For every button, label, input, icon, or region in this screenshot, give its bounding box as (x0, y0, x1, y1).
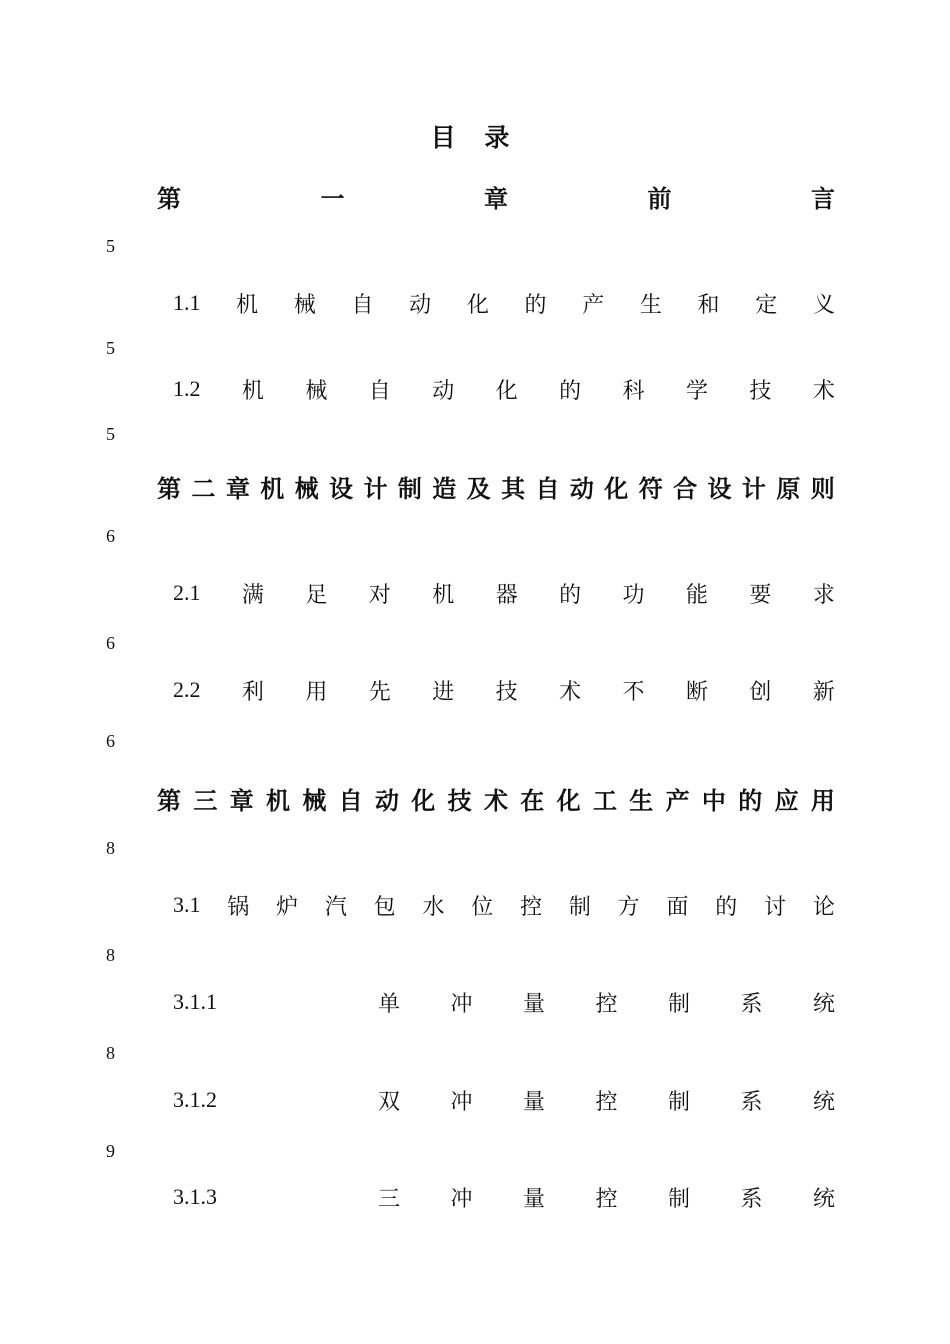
toc-entry-char: 和 (697, 292, 720, 318)
toc-entry-char: 功 (622, 582, 645, 608)
toc-entry-char: 冲 (450, 1186, 473, 1212)
toc-entry-char: 足 (305, 582, 328, 608)
toc-entry-char: 工 (592, 786, 617, 815)
toc-entry-char: 原 (776, 474, 801, 503)
toc-entry-char: 控 (595, 1186, 618, 1212)
toc-entry-char: 第 (157, 786, 181, 815)
toc-title: 目 录 (430, 123, 520, 152)
toc-entry-char: 第 (157, 474, 181, 503)
toc-entry-char: 制 (568, 894, 591, 920)
toc-page-number: 9 (106, 1141, 115, 1161)
toc-entry-char: 章 (225, 474, 250, 503)
toc-entry-char: 量 (522, 1089, 545, 1115)
toc-page-number: 5 (106, 424, 115, 444)
toc-entry-char: 产 (582, 292, 605, 318)
toc-entry-char: 术 (483, 786, 508, 815)
toc-entry-char: 学 (685, 378, 708, 404)
toc-entry-char: 新 (812, 679, 835, 705)
toc-entry-char: 定 (755, 292, 778, 318)
toc-entry-number: 1.2 (173, 376, 201, 401)
toc-entry-char: 计 (741, 474, 766, 503)
toc-entry-char: 统 (812, 1089, 835, 1115)
toc-entry-char: 中 (701, 786, 726, 815)
toc-section-entry[interactable] (173, 1179, 835, 1215)
toc-entry-char: 系 (740, 991, 763, 1017)
toc-entry-char: 制 (667, 1089, 690, 1115)
toc-entry-char: 章 (484, 184, 508, 213)
toc-entry-char: 炉 (276, 894, 299, 920)
toc-chapter-entry[interactable] (157, 468, 835, 504)
toc-entry-char: 冲 (450, 991, 473, 1017)
toc-entry-number: 2.2 (173, 677, 201, 702)
toc-entry-char: 的 (715, 894, 738, 920)
toc-entry-char: 的 (738, 786, 763, 815)
toc-entry-char: 产 (665, 786, 690, 815)
toc-entry-char: 一 (320, 184, 345, 213)
toc-entry-char: 不 (622, 679, 645, 705)
toc-entry-char: 控 (595, 1089, 618, 1115)
toc-entry-char: 能 (685, 582, 708, 608)
toc-entry-char: 计 (363, 474, 388, 503)
toc-entry-char: 则 (810, 474, 835, 503)
toc-entry-char: 的 (559, 582, 582, 608)
toc-entry-number: 3.1 (173, 892, 201, 917)
toc-entry-char: 单 (377, 991, 400, 1017)
toc-entry-char: 用 (305, 679, 328, 705)
toc-entry-char: 方 (617, 894, 640, 920)
toc-section-entry[interactable] (173, 887, 835, 923)
toc-entry-char: 制 (667, 1186, 690, 1212)
toc-page-number: 5 (106, 338, 115, 358)
toc-entry-char: 位 (471, 894, 494, 920)
toc-entry-char: 三 (193, 786, 218, 815)
toc-entry-char: 控 (520, 894, 543, 920)
toc-section-entry[interactable] (173, 984, 835, 1020)
toc-entry-char: 断 (685, 679, 708, 705)
toc-entry-char: 三 (377, 1186, 400, 1212)
toc-entry-char: 量 (522, 991, 545, 1017)
toc-entry-char: 义 (812, 292, 835, 318)
toc-entry-char: 系 (740, 1186, 763, 1212)
toc-section-entry[interactable] (173, 371, 835, 407)
toc-entry-char: 系 (740, 1089, 763, 1115)
toc-entry-char: 面 (666, 894, 689, 920)
toc-section-entry[interactable] (173, 285, 835, 321)
toc-entry-char: 化 (604, 474, 629, 503)
toc-entry-char: 械 (293, 292, 316, 318)
toc-entry-char: 技 (447, 786, 472, 815)
toc-entry-char: 设 (329, 474, 354, 503)
toc-page-number: 5 (106, 236, 115, 256)
toc-entry-char: 进 (432, 679, 455, 705)
toc-entry-char: 机 (241, 378, 264, 404)
toc-entry-char: 汽 (324, 894, 347, 920)
toc-chapter-entry[interactable] (157, 178, 835, 214)
toc-entry-char: 术 (559, 679, 582, 705)
toc-entry-char: 符 (638, 474, 663, 503)
toc-page-number: 8 (106, 1043, 115, 1063)
toc-entry-char: 讨 (764, 894, 787, 920)
toc-entry-char: 其 (501, 474, 526, 503)
toc-entry-char: 第 (157, 184, 181, 213)
toc-entry-char: 及 (466, 474, 491, 503)
toc-entry-char: 创 (749, 679, 772, 705)
toc-entry-char: 生 (639, 292, 662, 318)
toc-entry-char: 控 (595, 991, 618, 1017)
toc-entry-char: 动 (432, 378, 455, 404)
toc-page-number: 6 (106, 731, 115, 751)
toc-entry-char: 技 (749, 378, 772, 404)
toc-entry-char: 械 (305, 378, 328, 404)
toc-entry-char: 自 (368, 378, 391, 404)
toc-page-number: 8 (106, 838, 115, 858)
toc-entry-number: 3.1.3 (173, 1184, 217, 1209)
toc-entry-char: 自 (351, 292, 374, 318)
toc-entry-char: 的 (524, 292, 547, 318)
toc-entry-char: 二 (191, 474, 216, 503)
toc-entry-char: 制 (397, 474, 422, 503)
toc-entry-char: 论 (812, 894, 835, 920)
toc-entry-number: 3.1.1 (173, 989, 217, 1014)
toc-entry-char: 满 (241, 582, 264, 608)
toc-entry-char: 统 (812, 1186, 835, 1212)
toc-entry-char: 在 (520, 786, 545, 815)
toc-entry-char: 对 (368, 582, 391, 608)
toc-page-number: 6 (106, 526, 115, 546)
toc-page-number: 6 (106, 633, 115, 653)
toc-entry-char: 要 (749, 582, 772, 608)
toc-entry-char: 自 (338, 786, 363, 815)
toc-entry-char: 章 (229, 786, 254, 815)
toc-entry-char: 生 (629, 786, 654, 815)
toc-entry-number: 1.1 (173, 290, 201, 315)
toc-section-entry[interactable] (173, 1082, 835, 1118)
toc-entry-char: 器 (495, 582, 518, 608)
toc-entry-char: 先 (368, 679, 391, 705)
toc-entry-char: 机 (260, 474, 285, 503)
toc-entry-char: 机 (432, 582, 455, 608)
toc-entry-char: 械 (302, 786, 327, 815)
toc-entry-char: 化 (556, 786, 581, 815)
toc-entry-number: 3.1.2 (173, 1087, 217, 1112)
toc-entry-char: 量 (522, 1186, 545, 1212)
toc-entry-char: 应 (774, 786, 799, 815)
toc-entry-char: 动 (409, 292, 432, 318)
toc-entry-char: 合 (673, 474, 698, 503)
toc-entry-char: 水 (422, 894, 445, 920)
toc-entry-char: 科 (622, 378, 645, 404)
toc-entry-char: 机 (236, 292, 259, 318)
toc-entry-char: 用 (810, 786, 835, 815)
toc-entry-char: 锅 (227, 894, 250, 920)
toc-entry-char: 的 (559, 378, 582, 404)
toc-entry-char: 化 (466, 292, 489, 318)
toc-entry-char: 言 (811, 184, 835, 213)
toc-entry-char: 求 (812, 582, 835, 608)
toc-entry-char: 自 (535, 474, 560, 503)
toc-entry-char: 动 (569, 474, 594, 503)
toc-entry-char: 术 (812, 378, 835, 404)
toc-entry-char: 双 (377, 1089, 400, 1115)
toc-entry-char: 设 (707, 474, 732, 503)
toc-entry-number: 2.1 (173, 580, 201, 605)
toc-entry-char: 制 (667, 991, 690, 1017)
toc-entry-char: 化 (495, 378, 518, 404)
toc-section-entry[interactable] (173, 672, 835, 708)
toc-entry-char: 利 (241, 679, 264, 705)
toc-entry-char: 动 (374, 786, 399, 815)
toc-entry-char: 技 (495, 679, 518, 705)
toc-entry-char: 械 (294, 474, 319, 503)
toc-section-entry[interactable] (173, 575, 835, 611)
toc-page-number: 8 (106, 945, 115, 965)
toc-chapter-entry[interactable] (157, 780, 835, 816)
toc-entry-char: 造 (432, 474, 457, 503)
toc-entry-char: 冲 (450, 1089, 473, 1115)
toc-entry-char: 机 (265, 786, 290, 815)
toc-entry-char: 前 (647, 184, 672, 213)
toc-entry-char: 化 (411, 786, 436, 815)
toc-entry-char: 统 (812, 991, 835, 1017)
toc-entry-char: 包 (373, 894, 396, 920)
